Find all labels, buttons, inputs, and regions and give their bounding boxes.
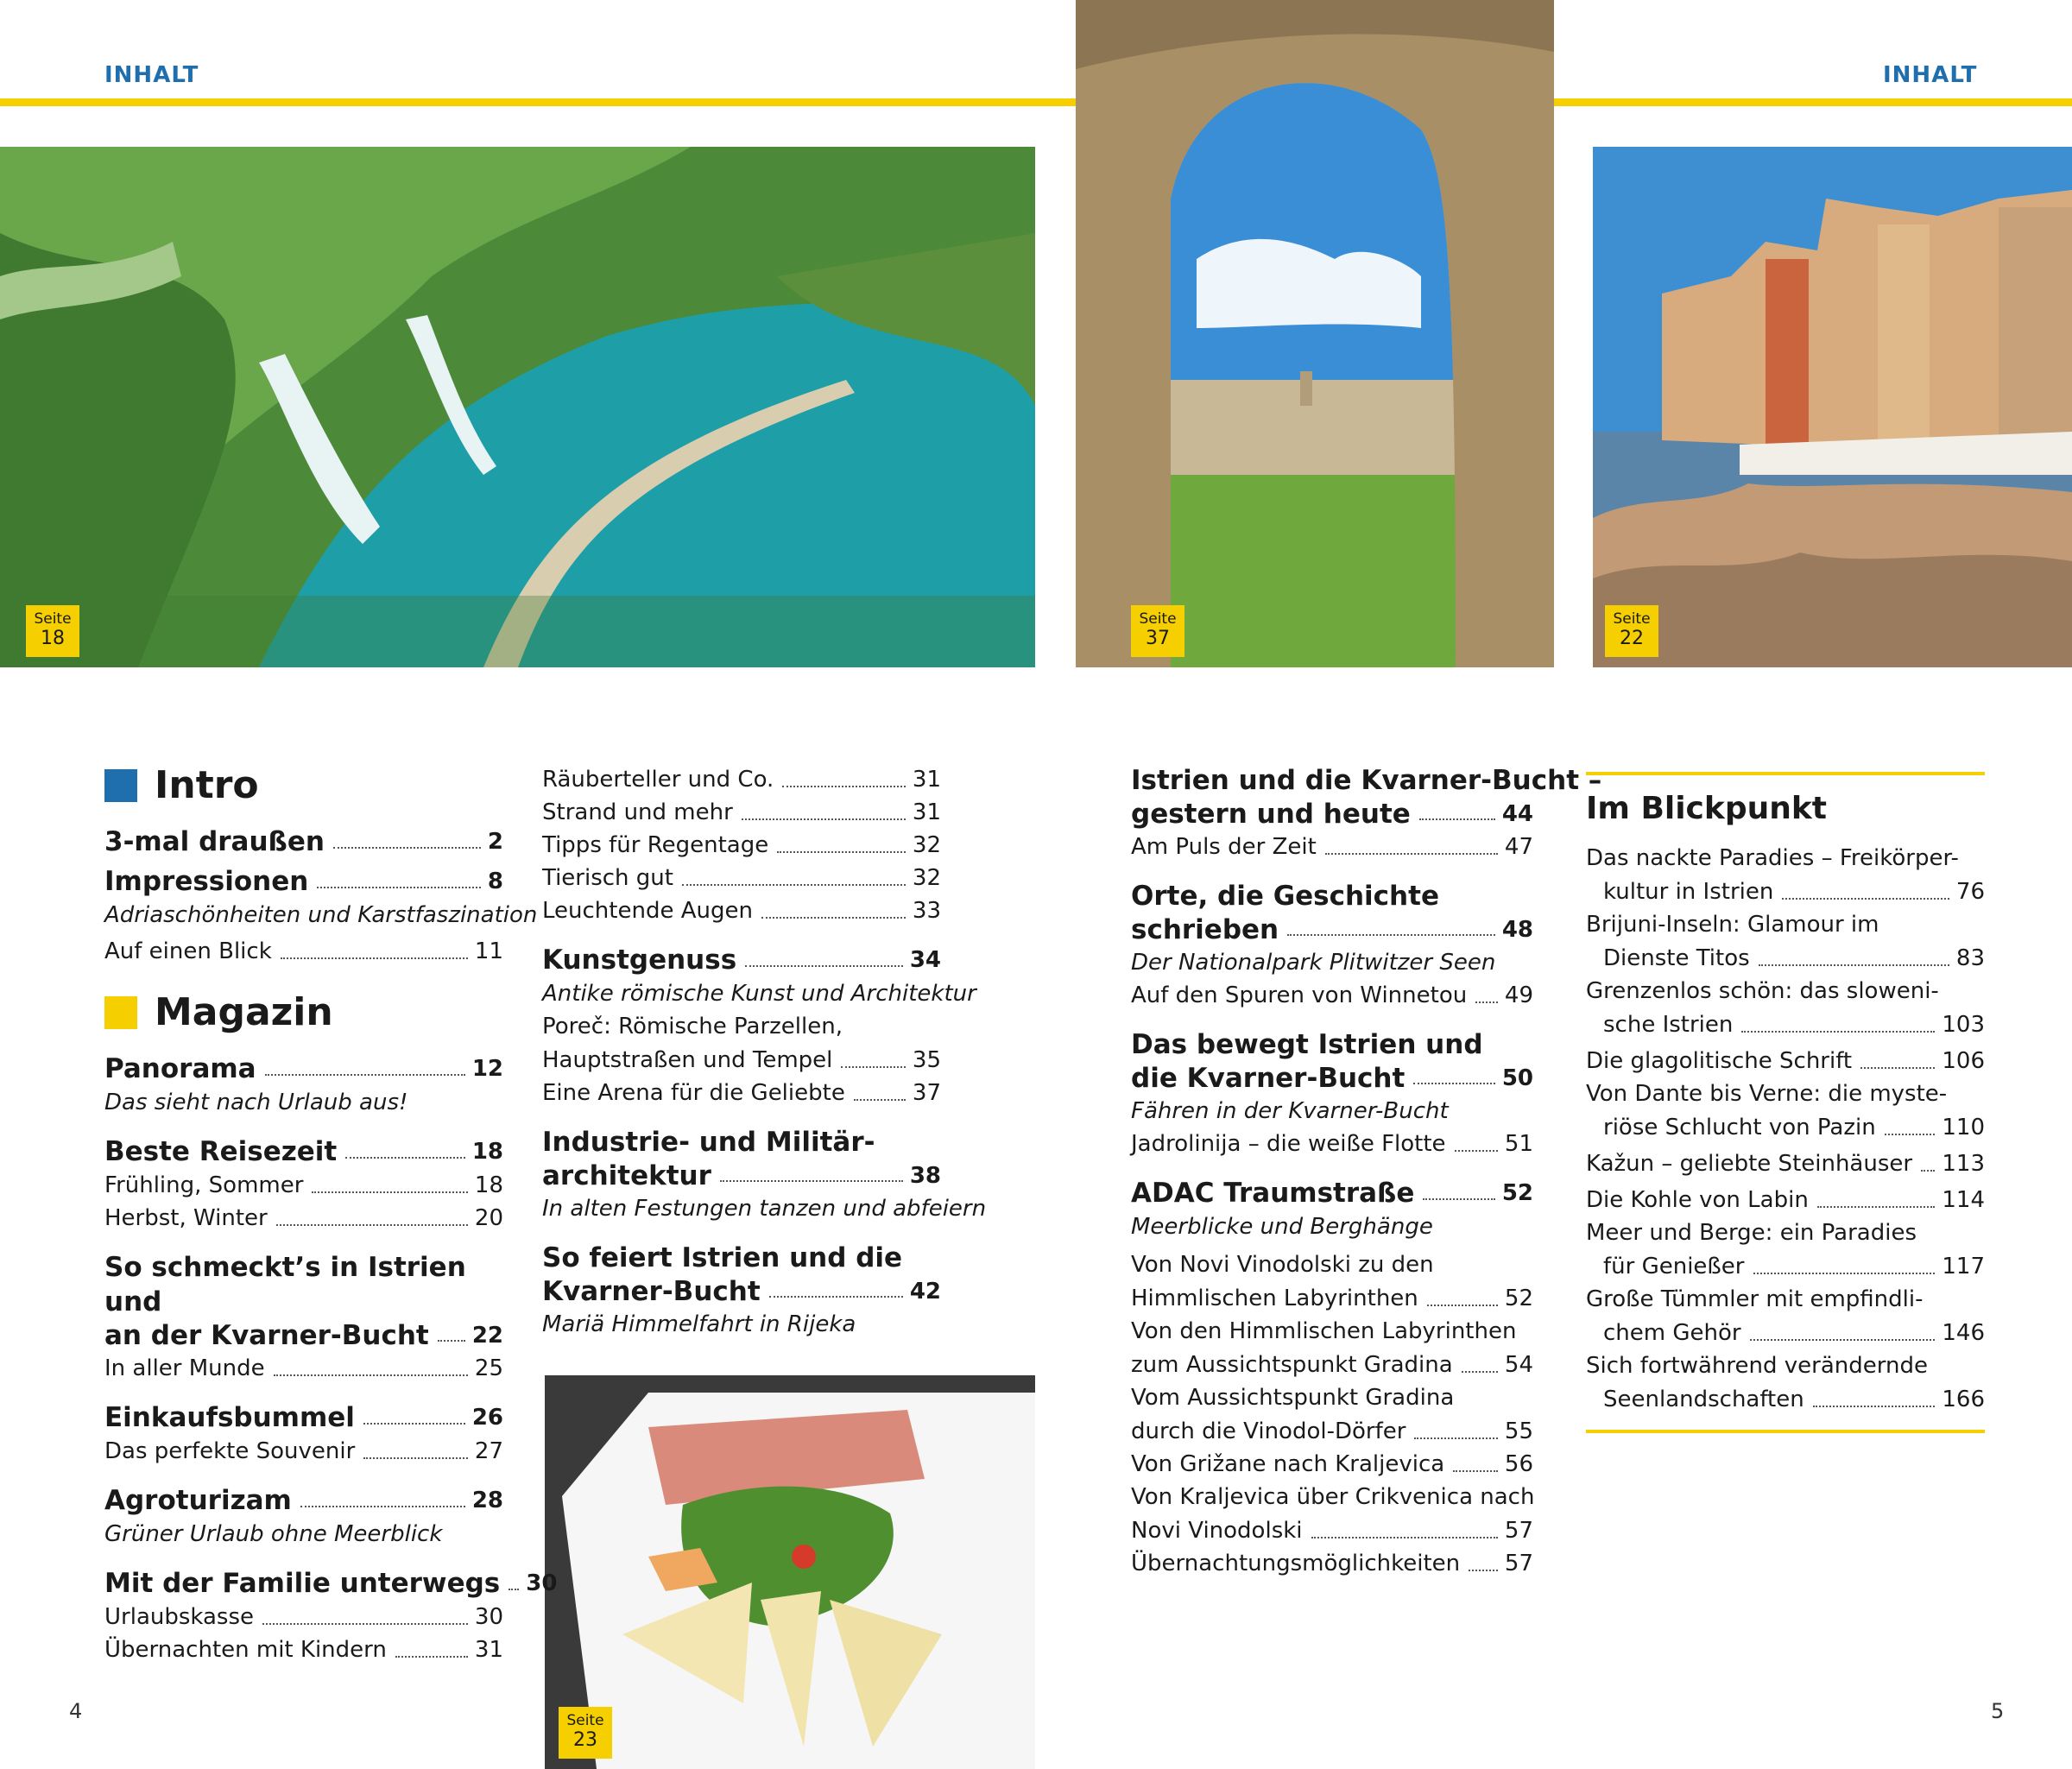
entry-subtitle: Mariä Himmelfahrt in Rijeka bbox=[542, 1311, 856, 1337]
entry-title: Die Kohle von Labin bbox=[1586, 1187, 1809, 1213]
toc-entry[interactable] bbox=[104, 1633, 503, 1666]
entry-title: ADAC Traumstraße bbox=[1131, 1178, 1415, 1209]
badge-label: Seite bbox=[34, 610, 72, 628]
toc-entry[interactable] bbox=[1586, 1216, 1985, 1283]
entry-title-cont: Dienste Titos bbox=[1603, 945, 1750, 971]
page-number-left: 4 bbox=[69, 1699, 83, 1723]
toc-entry[interactable] bbox=[104, 864, 503, 899]
badge-page: 37 bbox=[1146, 628, 1170, 649]
entry-subtitle: Antike römische Kunst und Architektur bbox=[542, 981, 976, 1007]
entry-title: Mit der Familie unterwegs bbox=[104, 1568, 501, 1599]
entry-page: 11 bbox=[474, 938, 503, 964]
toc-entry[interactable] bbox=[542, 894, 941, 927]
entry-page: 51 bbox=[1504, 1131, 1533, 1157]
entry-title: Das nackte Paradies – Freikörper- bbox=[1586, 845, 1959, 871]
toc-entry[interactable] bbox=[542, 943, 941, 977]
entry-title-cont: Hauptstraßen und Tempel bbox=[542, 1047, 833, 1073]
toc-entry[interactable] bbox=[1131, 1248, 1533, 1315]
toc-column-1 bbox=[104, 763, 558, 1666]
entry-page: 32 bbox=[912, 832, 941, 858]
page-badge-23 bbox=[559, 1707, 612, 1759]
badge-page: 18 bbox=[41, 628, 65, 649]
badge-label: Seite bbox=[1139, 610, 1177, 628]
entry-title: Kunstgenuss bbox=[542, 945, 737, 976]
entry-title: Übernachten mit Kindern bbox=[104, 1637, 387, 1663]
toc-entry[interactable] bbox=[1586, 975, 1985, 1041]
entry-page: 18 bbox=[474, 1172, 503, 1198]
entry-title-cont: kultur in Istrien bbox=[1603, 879, 1774, 905]
entry-subtitle: Grüner Urlaub ohne Meerblick bbox=[104, 1521, 443, 1547]
entry-title-cont: zum Aussichtspunkt Gradina bbox=[1131, 1352, 1453, 1378]
entry-page: 146 bbox=[1942, 1320, 1985, 1346]
entry-title: Herbst, Winter bbox=[104, 1205, 268, 1231]
toc-entry[interactable] bbox=[1131, 1027, 1533, 1095]
entry-page: 48 bbox=[1501, 917, 1533, 943]
entry-page: 37 bbox=[912, 1080, 941, 1106]
toc-entry[interactable] bbox=[104, 1566, 558, 1601]
entry-page: 22 bbox=[471, 1323, 503, 1349]
entry-title: Poreč: Römische Parzellen, bbox=[542, 1014, 843, 1039]
entry-title: Urlaubskasse bbox=[104, 1604, 255, 1630]
toc-entry[interactable] bbox=[104, 1400, 503, 1435]
toc-entry[interactable] bbox=[1131, 1381, 1533, 1448]
toc-entry[interactable] bbox=[1131, 879, 1533, 946]
entry-title: Große Tümmler mit empfindli- bbox=[1586, 1286, 1924, 1312]
toc-entry[interactable] bbox=[1131, 979, 1533, 1012]
entry-title: 3-mal draußen bbox=[104, 826, 325, 857]
toc-entry[interactable] bbox=[542, 796, 941, 829]
entry-subtitle: Adriaschönheiten und Karstfaszination bbox=[104, 902, 538, 928]
page-badge-37 bbox=[1131, 605, 1184, 657]
toc-entry[interactable] bbox=[1131, 763, 1602, 831]
toc-entry[interactable] bbox=[104, 1052, 503, 1086]
entry-title: Panorama bbox=[104, 1053, 256, 1084]
entry-title-cont: an der Kvarner-Bucht bbox=[104, 1320, 429, 1351]
entry-page: 113 bbox=[1942, 1151, 1985, 1177]
toc-entry[interactable] bbox=[1586, 1045, 1985, 1077]
entry-title: Brijuni-Inseln: Glamour im bbox=[1586, 912, 1879, 938]
toc-entry[interactable] bbox=[1586, 1349, 1985, 1416]
entry-title-cont: chem Gehör bbox=[1603, 1320, 1741, 1346]
toc-entry[interactable] bbox=[1131, 1315, 1533, 1381]
entry-page: 42 bbox=[909, 1279, 941, 1305]
photo-plitvice-lakes bbox=[0, 147, 1035, 667]
entry-title: Orte, die Geschichte bbox=[1131, 881, 1439, 912]
toc-entry[interactable] bbox=[1586, 1077, 1985, 1144]
entry-title: Von Novi Vinodolski zu den bbox=[1131, 1252, 1434, 1278]
header-label-left: INHALT bbox=[104, 62, 199, 88]
section-title: Magazin bbox=[155, 990, 333, 1034]
entry-page: 27 bbox=[474, 1438, 503, 1464]
entry-page: 50 bbox=[1501, 1065, 1533, 1091]
entry-title: Sich fortwährend verändernde bbox=[1586, 1353, 1928, 1379]
page-badge-22 bbox=[1605, 605, 1658, 657]
entry-page: 83 bbox=[1955, 945, 1985, 971]
entry-page: 31 bbox=[474, 1637, 503, 1663]
entry-page: 49 bbox=[1504, 982, 1533, 1008]
photo-rovinj-waterfront bbox=[1593, 147, 2072, 667]
entry-subtitle: Meerblicke und Berghänge bbox=[1131, 1214, 1433, 1240]
entry-page: 38 bbox=[909, 1163, 941, 1189]
toc-entry[interactable] bbox=[104, 1483, 503, 1518]
entry-title: Industrie- und Militär- bbox=[542, 1127, 875, 1158]
entry-page: 20 bbox=[474, 1205, 503, 1231]
entry-title-cont: durch die Vinodol-Dörfer bbox=[1131, 1418, 1406, 1444]
entry-title: Grenzenlos schön: das sloweni- bbox=[1586, 978, 1939, 1004]
entry-title: Auf einen Blick bbox=[104, 938, 272, 964]
entry-page: 166 bbox=[1942, 1387, 1985, 1412]
toc-entry[interactable] bbox=[104, 1352, 503, 1385]
entry-title: Räuberteller und Co. bbox=[542, 767, 774, 793]
entry-title: So schmeckt’s in Istrien und bbox=[104, 1252, 466, 1317]
toc-entry[interactable] bbox=[104, 1169, 503, 1202]
badge-page: 23 bbox=[573, 1729, 597, 1751]
entry-title: Vom Aussichtspunkt Gradina bbox=[1131, 1385, 1455, 1411]
page-number-right: 5 bbox=[1991, 1699, 2005, 1723]
photo-food-plate bbox=[545, 1375, 1035, 1769]
entry-title-cont: Kvarner-Bucht bbox=[542, 1276, 761, 1307]
entry-title: In aller Munde bbox=[104, 1355, 265, 1381]
entry-title-cont: sche Istrien bbox=[1603, 1012, 1734, 1038]
entry-title: Tipps für Regentage bbox=[542, 832, 769, 858]
entry-title: Am Puls der Zeit bbox=[1131, 834, 1317, 860]
toc-entry[interactable] bbox=[104, 1601, 503, 1633]
entry-subtitle: Fähren in der Kvarner-Bucht bbox=[1131, 1098, 1449, 1124]
entry-page: 30 bbox=[474, 1604, 503, 1630]
toc-entry[interactable] bbox=[104, 1250, 503, 1352]
entry-title: Frühling, Sommer bbox=[104, 1172, 304, 1198]
toc-entry[interactable] bbox=[1131, 1176, 1533, 1210]
entry-page: 2 bbox=[487, 829, 503, 855]
toc-entry[interactable] bbox=[1131, 831, 1533, 863]
entry-title: Beste Reisezeit bbox=[104, 1136, 338, 1167]
toc-entry[interactable] bbox=[1131, 1128, 1533, 1160]
photo-pula-arena-arch bbox=[1076, 0, 1554, 667]
entry-title: Impressionen bbox=[104, 866, 309, 897]
entry-page: 57 bbox=[1504, 1551, 1533, 1576]
entry-title: Von den Himmlischen Labyrinthen bbox=[1131, 1318, 1517, 1344]
entry-title-cont: die Kvarner-Bucht bbox=[1131, 1063, 1406, 1094]
section-magazin bbox=[104, 990, 503, 1034]
magazin-square bbox=[104, 996, 137, 1029]
entry-subtitle: In alten Festungen tanzen und abfeiern bbox=[542, 1196, 987, 1222]
entry-title: Jadrolinija – die weiße Flotte bbox=[1131, 1131, 1446, 1157]
section-intro bbox=[104, 763, 503, 807]
entry-page: 103 bbox=[1942, 1012, 1985, 1038]
toc-entry[interactable] bbox=[104, 1134, 503, 1169]
entry-title: Einkaufsbummel bbox=[104, 1402, 355, 1433]
toc-column-3 bbox=[1131, 763, 1602, 1580]
entry-page: 110 bbox=[1942, 1115, 1985, 1140]
badge-page: 22 bbox=[1620, 628, 1644, 649]
toc-entry[interactable] bbox=[1131, 1481, 1533, 1547]
entry-page: 26 bbox=[471, 1405, 503, 1431]
entry-page: 57 bbox=[1504, 1518, 1533, 1544]
entry-subtitle: Das sieht nach Urlaub aus! bbox=[104, 1090, 408, 1115]
entry-title-cont: architektur bbox=[542, 1160, 711, 1191]
entry-title: Meer und Berge: ein Paradies bbox=[1586, 1220, 1917, 1246]
toc-entry[interactable] bbox=[542, 862, 941, 894]
badge-label: Seite bbox=[1613, 610, 1651, 628]
entry-page: 52 bbox=[1501, 1180, 1533, 1206]
entry-page: 114 bbox=[1942, 1187, 1985, 1213]
entry-title: Von Kraljevica über Crikvenica nach bbox=[1131, 1484, 1535, 1510]
entry-page: 117 bbox=[1942, 1254, 1985, 1279]
entry-title: Das perfekte Souvenir bbox=[104, 1438, 356, 1464]
header-label-right: INHALT bbox=[1883, 62, 1978, 88]
toc-entry[interactable] bbox=[1131, 1547, 1533, 1580]
entry-page: 32 bbox=[912, 865, 941, 891]
entry-page: 31 bbox=[912, 767, 941, 793]
entry-title: Leuchtende Augen bbox=[542, 898, 753, 924]
header-rule-right bbox=[1554, 98, 2072, 106]
toc-entry[interactable] bbox=[1131, 1448, 1533, 1481]
entry-title: Kažun – geliebte Steinhäuser bbox=[1586, 1151, 1913, 1177]
entry-title: Von Dante bis Verne: die myste- bbox=[1586, 1081, 1948, 1107]
toc-entry[interactable] bbox=[1586, 1184, 1985, 1216]
entry-title-cont: gestern und heute bbox=[1131, 799, 1411, 830]
entry-subtitle: Der Nationalpark Plitwitzer Seen bbox=[1131, 950, 1496, 976]
entry-page: 8 bbox=[487, 869, 503, 894]
entry-page: 33 bbox=[912, 898, 941, 924]
toc-entry[interactable] bbox=[1586, 908, 1985, 975]
entry-page: 12 bbox=[471, 1056, 503, 1082]
entry-page: 52 bbox=[1504, 1286, 1533, 1311]
entry-title: Eine Arena für die Geliebte bbox=[542, 1080, 845, 1106]
page-badge-18 bbox=[26, 605, 79, 657]
toc-entry[interactable] bbox=[1586, 1283, 1985, 1349]
entry-title-cont: Seenlandschaften bbox=[1603, 1387, 1804, 1412]
entry-page: 106 bbox=[1942, 1048, 1985, 1074]
entry-page: 28 bbox=[471, 1488, 503, 1513]
entry-page: 35 bbox=[912, 1047, 941, 1073]
entry-title: Tierisch gut bbox=[542, 865, 673, 891]
toc-entry[interactable] bbox=[104, 1202, 503, 1235]
toc-entry[interactable] bbox=[542, 1125, 941, 1192]
toc-entry[interactable] bbox=[104, 824, 503, 859]
entry-page: 47 bbox=[1504, 834, 1533, 860]
entry-title: Agroturizam bbox=[104, 1485, 292, 1516]
entry-page: 55 bbox=[1504, 1418, 1533, 1444]
toc-entry[interactable] bbox=[542, 1077, 941, 1109]
entry-page: 54 bbox=[1504, 1352, 1533, 1378]
entry-page: 76 bbox=[1955, 879, 1985, 905]
toc-entry[interactable] bbox=[1586, 1147, 1985, 1180]
entry-title-cont: riöse Schlucht von Pazin bbox=[1603, 1115, 1876, 1140]
entry-title: So feiert Istrien und die bbox=[542, 1242, 903, 1273]
entry-page: 30 bbox=[526, 1570, 558, 1596]
header-rule-left bbox=[0, 98, 1076, 106]
toc-column-2 bbox=[542, 763, 987, 1341]
toc-entry[interactable] bbox=[542, 829, 941, 862]
entry-title: Übernachtungsmöglichkeiten bbox=[1131, 1551, 1461, 1576]
intro-square bbox=[104, 769, 137, 802]
entry-page: 56 bbox=[1504, 1451, 1533, 1477]
entry-page: 44 bbox=[1501, 801, 1533, 827]
toc-entry[interactable] bbox=[542, 1241, 941, 1308]
badge-label: Seite bbox=[566, 1712, 604, 1729]
entry-title: Von Grižane nach Kraljevica bbox=[1131, 1451, 1445, 1477]
entry-title-cont: schrieben bbox=[1131, 914, 1279, 945]
toc-entry[interactable] bbox=[104, 935, 503, 968]
entry-title-cont: Himmlischen Labyrinthen bbox=[1131, 1286, 1418, 1311]
entry-title: Istrien und die Kvarner-Bucht – bbox=[1131, 765, 1602, 796]
entry-page: 34 bbox=[909, 947, 941, 973]
toc-entry[interactable] bbox=[104, 1435, 503, 1468]
blickpunkt-title: Im Blickpunkt bbox=[1586, 791, 1828, 826]
toc-entry[interactable] bbox=[542, 763, 941, 796]
entry-page: 18 bbox=[471, 1139, 503, 1165]
section-title: Intro bbox=[155, 763, 259, 807]
toc-entry[interactable] bbox=[542, 1010, 941, 1077]
entry-title-cont: für Genießer bbox=[1603, 1254, 1745, 1279]
entry-title: Die glagolitische Schrift bbox=[1586, 1048, 1853, 1074]
entry-page: 25 bbox=[474, 1355, 503, 1381]
entry-title: Das bewegt Istrien und bbox=[1131, 1029, 1483, 1060]
im-blickpunkt-box bbox=[1586, 772, 1985, 1433]
entry-page: 31 bbox=[912, 799, 941, 825]
toc-entry[interactable] bbox=[1586, 842, 1985, 908]
entry-title: Strand und mehr bbox=[542, 799, 733, 825]
entry-title-cont: Novi Vinodolski bbox=[1131, 1518, 1303, 1544]
entry-title: Auf den Spuren von Winnetou bbox=[1131, 982, 1468, 1008]
